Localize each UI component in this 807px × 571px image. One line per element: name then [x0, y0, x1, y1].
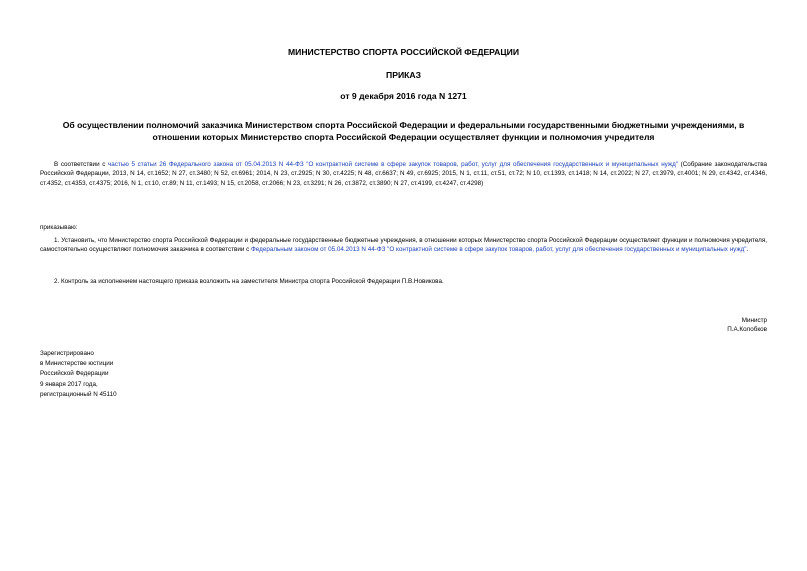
- signature-name: П.А.Колобков: [727, 326, 767, 334]
- registration-block: [40, 349, 117, 400]
- item-1-text-end: .: [746, 246, 749, 254]
- preamble-text-start: В соответствии с: [54, 161, 109, 168]
- registration-line: в Министерстве юстиции: [40, 360, 114, 368]
- item-1-paragraph: [40, 236, 767, 255]
- item-1-text-start: 1. Установить, что Министерство спорта Российской Федерации и федеральные государственные бюджетные учреждения, в отношении которых Министерство спорта Российской Федерации осуществляет функции и полномочия учредителя, самостоятельно осуществляют полномочия заказчика в соответствии с: [40, 237, 767, 254]
- document-type: ПРИКАЗ: [386, 70, 421, 80]
- ordering-word: приказываю:: [40, 224, 78, 231]
- registration-line: Зарегистрировано: [40, 350, 94, 357]
- registration-line: 9 января 2017 года,: [40, 380, 98, 388]
- preamble-text-end: (Собрание законодательства Российской Федерации, 2013, N 14, ст.1652; N 27, ст.3480; N 52, ст.6961; 2014, N 23, ст.2925; N 30, ст.4225; N 48, ст.6637; N 49, ст.6925; 2015, N 1, ст.11, ст.51, ст.72; N 10, ст.1393, ст.1418; N 14, ст.2022; N 27, ст.3979, ст.4001; N 29, ст.4342, ст.4346, ст.4352, ст.4353, ст.4375; 2016, N 1, ст.10, ст.89; N 11, ст.1493; N 15, ст.2058, ст.2066; N 23, ст.3291; N 26, ст.3872, ст.3890; N 27, ст.4199, ст.4247, ст.4298): [40, 161, 767, 187]
- registration-line: Российской Федерации: [40, 370, 109, 378]
- law-link[interactable]: частью 5 статьи 26 Федерального закона от 05.04.2013 N 44-ФЗ "О контрактной системе в сфере закупок товаров, работ, услуг для обеспечения государственных и муниципальных нужд": [108, 161, 679, 168]
- item-2-paragraph: 2. Контроль за исполнением настоящего приказа возложить на заместителя Министра спорта Российской Федерации П.В.Новикова.: [54, 278, 444, 285]
- ministry-heading: МИНИСТЕРСТВО СПОРТА РОССИЙСКОЙ ФЕДЕРАЦИИ: [287, 47, 519, 57]
- federal-law-link[interactable]: Федеральным законом от 05.04.2013 N 44-ФЗ "О контрактной системе в сфере закупок товаров, работ, услуг для обеспечения государственных и муниципальных нужд": [251, 246, 747, 254]
- document-title: Об осуществлении полномочий заказчика Министерством спорта Российской Федерации и федеральными государственными бюджетными учреждениями, в отношении которых Министерство спорта Российской Федерации осуществляет функции и полномочия учредителя: [62, 120, 745, 142]
- registration-line: регистрационный N 45110: [40, 390, 117, 398]
- signature-block: [727, 316, 767, 335]
- preamble-paragraph: [40, 160, 767, 188]
- signature-position: Министр: [741, 317, 767, 324]
- document-date-number: от 9 декабря 2016 года N 1271: [340, 91, 467, 101]
